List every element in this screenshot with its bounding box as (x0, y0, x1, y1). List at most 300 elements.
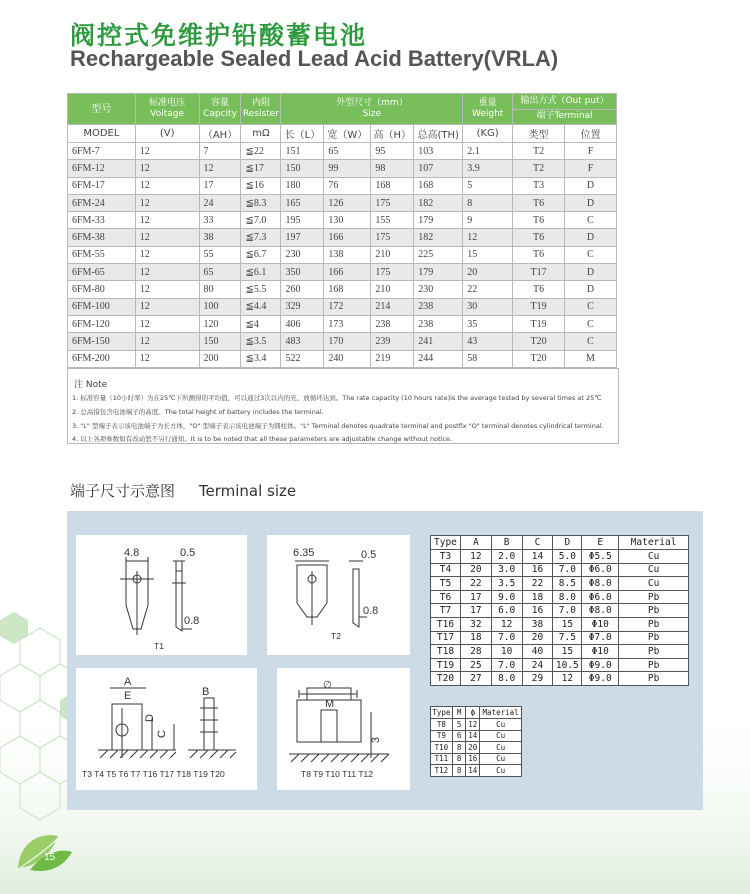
spec-cell: 244 (414, 350, 463, 367)
spec-row (68, 194, 617, 211)
terminal-cell: Pb (619, 604, 689, 618)
terminal-cell: 10 (491, 645, 522, 659)
terminal-header-cell: Material (619, 536, 689, 550)
spec-cell: 12 (463, 229, 513, 246)
notes-title: 注 Note (74, 380, 108, 390)
spec-cell: 65 (324, 143, 371, 160)
spec-cell: 230 (281, 246, 324, 263)
spec-cell: 240 (324, 350, 371, 367)
spec-cell: 180 (281, 177, 324, 194)
page-number: 15 (44, 852, 56, 863)
spec-cell: 6FM-33 (68, 212, 136, 229)
terminal-cell: Pb (619, 658, 689, 672)
spec-cell: 225 (414, 246, 463, 263)
spec-cell: T2 (513, 143, 565, 160)
terminal-cell: 2.0 (491, 550, 522, 564)
spec-cell: 238 (414, 298, 463, 315)
page-title-english: Rechargeable Sealed Lead Acid Battery(VRLA) (70, 46, 559, 71)
header-size-en: Size (362, 109, 382, 119)
terminal-cell: Φ7.0 (582, 631, 619, 645)
t2-dim-a: 6.35 (293, 547, 315, 559)
t2-dim-b: 0.5 (361, 549, 377, 561)
terminal-cell: 20 (460, 563, 491, 577)
terminal-cell: 3.5 (491, 577, 522, 591)
spec-cell: D (564, 229, 616, 246)
note-line: 1. 标准容量（10小时率）为在25℃下所测得的平均值，可以通过3次以内的充、放循环达到。The rate capacity (10 hours rate)is the average tested by several times at 25℃ (72, 394, 602, 402)
header-size-cn: 外型尺寸（mm） (336, 98, 408, 108)
terminal-title-en: Terminal size (198, 482, 297, 500)
spec-cell: 219 (371, 350, 414, 367)
spec-cell: T19 (513, 298, 565, 315)
terminal-cell: 20 (522, 631, 553, 645)
terminal-table-body (431, 550, 689, 686)
spec-cell: 30 (463, 298, 513, 315)
spec-cell: 8 (463, 194, 513, 211)
spec-cell: 483 (281, 333, 324, 350)
spec-cell: 150 (199, 333, 241, 350)
bolt-cell: 5 (452, 719, 466, 731)
spec-cell: 5 (463, 177, 513, 194)
terminal-row (431, 631, 689, 645)
spec-cell: 172 (324, 298, 371, 315)
spec-cell: 12 (135, 264, 199, 281)
spec-cell: 6FM-38 (68, 229, 136, 246)
unit-cell: 类型 (513, 125, 565, 143)
spec-cell: C (564, 212, 616, 229)
spec-cell: 182 (414, 229, 463, 246)
t3-dim-e: E (124, 690, 132, 702)
spec-cell: ≦3.5 (241, 333, 281, 350)
spec-cell: ≦4.4 (241, 298, 281, 315)
terminal-cell: 16 (522, 563, 553, 577)
terminal-cell: T19 (431, 658, 461, 672)
terminal-cell: 40 (522, 645, 553, 659)
spec-cell: 406 (281, 315, 324, 332)
spec-cell: 329 (281, 298, 324, 315)
spec-cell: 6FM-65 (68, 264, 136, 281)
spec-cell: D (564, 177, 616, 194)
terminal-cell: 25 (460, 658, 491, 672)
spec-cell: 99 (324, 160, 371, 177)
spec-cell: D (564, 194, 616, 211)
header-terminal: 端子Terminal (513, 109, 617, 125)
terminal-cell: Φ6.0 (582, 563, 619, 577)
terminal-header-cell: C (522, 536, 553, 550)
spec-cell: 95 (371, 143, 414, 160)
spec-cell: T19 (513, 315, 565, 332)
header-output: 输出方式（Out put） (513, 94, 617, 110)
note-line: 2. 总高指包含电池端子的高度。The total height of battery includes the terminal. (72, 408, 324, 416)
terminal-cell: T7 (431, 604, 461, 618)
spec-cell: 12 (135, 281, 199, 298)
spec-cell: 2.1 (463, 143, 513, 160)
spec-cell: 12 (135, 350, 199, 367)
spec-row (68, 315, 617, 332)
t8-dim-phi: ∅ (323, 680, 332, 691)
terminal-row (431, 604, 689, 618)
spec-cell: 12 (135, 194, 199, 211)
spec-cell: T2 (513, 160, 565, 177)
t1-dim-c: 0.8 (184, 615, 200, 627)
unit-cell: mΩ (241, 125, 281, 143)
terminal-cell: 32 (460, 617, 491, 631)
bolt-cell: Cu (480, 765, 522, 777)
spec-cell: ≦6.7 (241, 246, 281, 263)
spec-cell: 12 (135, 333, 199, 350)
spec-cell: 179 (414, 264, 463, 281)
spec-cell: 6FM-80 (68, 281, 136, 298)
terminal-cell: 16 (522, 604, 553, 618)
spec-cell: 175 (371, 264, 414, 281)
bolt-table-body (431, 719, 522, 777)
diagram-t8-group (277, 668, 410, 790)
terminal-cell: 29 (522, 672, 553, 686)
terminal-cell: 12 (460, 550, 491, 564)
t8-group-caption: T8 T9 T10 T11 T12 (301, 769, 373, 779)
spec-cell: 33 (199, 212, 241, 229)
note-line: 4. 以上各项参数如有改动恕不另行通知。It is to be noted that all these parameters are adjustable change without notice. (72, 435, 453, 443)
terminal-row (431, 672, 689, 686)
terminal-row (431, 645, 689, 659)
spec-cell: 3.9 (463, 160, 513, 177)
spec-cell: T6 (513, 246, 565, 263)
unit-cell: 位置 (564, 125, 616, 143)
terminal-row (431, 617, 689, 631)
spec-cell: 166 (324, 229, 371, 246)
spec-cell: 210 (371, 246, 414, 263)
spec-cell: D (564, 281, 616, 298)
bolt-cell: Cu (480, 730, 522, 742)
spec-cell: 195 (281, 212, 324, 229)
spec-cell: 12 (135, 298, 199, 315)
terminal-header-cell: Type (431, 536, 461, 550)
terminal-row (431, 658, 689, 672)
unit-cell: 长（L） (281, 125, 324, 143)
header-capacity (199, 94, 241, 125)
bolt-cell: T9 (431, 730, 453, 742)
bolt-table-header (431, 707, 522, 719)
spec-cell: 24 (199, 194, 241, 211)
t3-dim-d: D (143, 714, 156, 722)
bolt-cell: 16 (466, 753, 480, 765)
bolt-cell: 14 (466, 765, 480, 777)
bolt-cell: T10 (431, 742, 453, 754)
spec-cell: 173 (324, 315, 371, 332)
header-capacity-en: Capcity (203, 109, 237, 119)
terminal-header-cell: B (491, 536, 522, 550)
spec-cell: 6FM-17 (68, 177, 136, 194)
spec-cell: 241 (414, 333, 463, 350)
spec-cell: M (564, 350, 616, 367)
spec-cell: 35 (463, 315, 513, 332)
terminal-cell: Pb (619, 617, 689, 631)
terminal-row (431, 563, 689, 577)
spec-cell: 76 (324, 177, 371, 194)
terminal-section-title (70, 480, 296, 501)
terminal-cell: Cu (619, 563, 689, 577)
spec-cell: 230 (414, 281, 463, 298)
spec-row (68, 229, 617, 246)
terminal-cell: Cu (619, 550, 689, 564)
terminal-cell: 28 (460, 645, 491, 659)
spec-cell: 12 (135, 315, 199, 332)
spec-cell: 38 (199, 229, 241, 246)
bolt-cell: 8 (452, 753, 466, 765)
header-model: 型号 (68, 94, 136, 125)
spec-cell: ≦22 (241, 143, 281, 160)
terminal-cell: 22 (460, 577, 491, 591)
header-weight-cn: 重量 (478, 98, 497, 108)
spec-row (68, 177, 617, 194)
spec-row (68, 143, 617, 160)
spec-cell: C (564, 298, 616, 315)
unit-cell: MODEL (68, 125, 136, 143)
spec-cell: 165 (281, 194, 324, 211)
spec-row (68, 212, 617, 229)
unit-cell: 总高(TH) (414, 125, 463, 143)
terminal-header-cell: E (582, 536, 619, 550)
spec-cell: 130 (324, 212, 371, 229)
spec-header-row (68, 94, 617, 110)
terminal-header-cell: D (553, 536, 582, 550)
terminal-cell: 27 (460, 672, 491, 686)
spec-cell: 55 (199, 246, 241, 263)
spec-cell: 80 (199, 281, 241, 298)
header-voltage-cn: 标准电压 (149, 98, 186, 108)
spec-cell: 166 (324, 264, 371, 281)
header-resister-en: Resister (242, 109, 279, 119)
diagram-t2 (267, 535, 410, 655)
terminal-row (431, 577, 689, 591)
spec-cell: 214 (371, 298, 414, 315)
spec-cell: 175 (371, 194, 414, 211)
spec-cell: ≦6.1 (241, 264, 281, 281)
unit-cell: (KG) (463, 125, 513, 143)
spec-cell: T6 (513, 229, 565, 246)
spec-cell: 522 (281, 350, 324, 367)
terminal-cell: 7.0 (553, 563, 582, 577)
spec-cell: C (564, 246, 616, 263)
terminal-cell: Pb (619, 590, 689, 604)
terminal-header-cell: A (460, 536, 491, 550)
bolt-row (431, 730, 522, 742)
terminal-title-cn: 端子尺寸示意图 (70, 482, 176, 500)
spec-cell: 12 (135, 229, 199, 246)
spec-cell: 151 (281, 143, 324, 160)
spec-cell: T17 (513, 264, 565, 281)
terminal-cell: Φ10 (582, 617, 619, 631)
spec-row (68, 246, 617, 263)
spec-cell: T20 (513, 350, 565, 367)
spec-cell: 58 (463, 350, 513, 367)
terminal-cell: 18 (460, 631, 491, 645)
spec-cell: C (564, 315, 616, 332)
terminal-cell: 7.5 (553, 631, 582, 645)
terminal-cell: 24 (522, 658, 553, 672)
spec-table-body (68, 143, 617, 368)
spec-cell: 150 (281, 160, 324, 177)
terminal-cell: Φ5.5 (582, 550, 619, 564)
spec-cell: 168 (324, 281, 371, 298)
spec-cell: 98 (371, 160, 414, 177)
terminal-row (431, 590, 689, 604)
spec-cell: 107 (414, 160, 463, 177)
spec-cell: 12 (135, 177, 199, 194)
t3-dim-c: C (155, 730, 168, 738)
spec-cell: ≦7.0 (241, 212, 281, 229)
spec-cell: ≦16 (241, 177, 281, 194)
bolt-cell: 20 (466, 742, 480, 754)
bolt-cell: Cu (480, 742, 522, 754)
terminal-cell: 18 (522, 590, 553, 604)
terminal-cell: 7.0 (491, 658, 522, 672)
spec-cell: 182 (414, 194, 463, 211)
spec-cell: 210 (371, 281, 414, 298)
spec-cell: 6FM-200 (68, 350, 136, 367)
spec-cell: T6 (513, 212, 565, 229)
spec-cell: 12 (135, 246, 199, 263)
terminal-cell: Φ9.0 (582, 658, 619, 672)
spec-cell: ≦17 (241, 160, 281, 177)
spec-cell: 6FM-150 (68, 333, 136, 350)
spec-cell: 12 (135, 212, 199, 229)
unit-cell: (V) (135, 125, 199, 143)
terminal-cell: Pb (619, 672, 689, 686)
page-title-chinese: 阀控式免维护铅酸蓄电池 (70, 21, 368, 50)
bolt-cell: 8 (452, 742, 466, 754)
bolt-cell: Cu (480, 753, 522, 765)
note-line: 3. "L" 型端子表示该电池端子为长方体，"O" 型端子表示该电池端子为圆柱体。"L" Terminal denotes quadrate terminal and postfix "O" terminal denotes cylindrical terminal. (72, 422, 604, 430)
bolt-header-cell: ϕ (466, 707, 480, 719)
terminal-cell: 5.0 (553, 550, 582, 564)
header-resister-cn: 内阻 (251, 98, 270, 108)
t2-caption: T2 (331, 631, 341, 641)
t8-dim-3: 3 (370, 736, 383, 744)
terminal-cell: 14 (522, 550, 553, 564)
bolt-cell: T11 (431, 753, 453, 765)
terminal-cell: Φ8.0 (582, 604, 619, 618)
spec-row (68, 333, 617, 350)
bolt-cell: T12 (431, 765, 453, 777)
bolt-cell: Cu (480, 719, 522, 731)
terminal-row (431, 550, 689, 564)
terminal-cell: Φ6.0 (582, 590, 619, 604)
spec-cell: 238 (414, 315, 463, 332)
bolt-cell: T8 (431, 719, 453, 731)
spec-cell: 65 (199, 264, 241, 281)
spec-cell: 168 (371, 177, 414, 194)
spec-cell: 15 (463, 246, 513, 263)
spec-cell: ≦5.5 (241, 281, 281, 298)
bolt-header-cell: M (452, 707, 466, 719)
bolt-cell: 6 (452, 730, 466, 742)
spec-cell: 12 (135, 143, 199, 160)
terminal-cell: 38 (522, 617, 553, 631)
t1-drawing (76, 535, 247, 655)
t2-dim-c: 0.8 (363, 605, 379, 617)
spec-cell: 6FM-120 (68, 315, 136, 332)
spec-cell: ≦3.4 (241, 350, 281, 367)
t3-group-caption: T3 T4 T5 T6 T7 T16 T17 T18 T19 T20 (82, 769, 225, 779)
notes-box (67, 368, 619, 444)
t8-dim-m: M (325, 698, 335, 710)
spec-cell: 120 (199, 315, 241, 332)
spec-cell: 103 (414, 143, 463, 160)
spec-row (68, 264, 617, 281)
terminal-cell: Cu (619, 577, 689, 591)
spec-cell: 138 (324, 246, 371, 263)
spec-cell: ≦7.3 (241, 229, 281, 246)
unit-cell: 宽（W） (324, 125, 371, 143)
header-voltage (135, 94, 199, 125)
terminal-cell: 8.5 (553, 577, 582, 591)
spec-cell: T20 (513, 333, 565, 350)
spec-cell: 200 (199, 350, 241, 367)
spec-cell: F (564, 143, 616, 160)
terminal-cell: 22 (522, 577, 553, 591)
terminal-cell: T16 (431, 617, 461, 631)
terminal-cell: 17 (460, 604, 491, 618)
terminal-cell: T6 (431, 590, 461, 604)
terminal-cell: 15 (553, 617, 582, 631)
spec-cell: 6FM-7 (68, 143, 136, 160)
header-voltage-en: Voltage (150, 109, 185, 119)
header-capacity-cn: 容量 (211, 98, 230, 108)
bolt-row (431, 742, 522, 754)
terminal-cell: Pb (619, 645, 689, 659)
spec-cell: 239 (371, 333, 414, 350)
t1-dim-a: 4.8 (124, 547, 140, 559)
terminal-cell: 3.0 (491, 563, 522, 577)
t3-dim-b: B (202, 686, 210, 698)
terminal-table-header (431, 536, 689, 550)
spec-cell: 7 (199, 143, 241, 160)
terminal-bolt-table (430, 706, 522, 777)
terminal-cell: T18 (431, 645, 461, 659)
t1-dim-b: 0.5 (180, 547, 196, 559)
spec-cell: 170 (324, 333, 371, 350)
header-size (281, 94, 463, 125)
bolt-header-cell: Type (432, 708, 451, 717)
spec-cell: 17 (199, 177, 241, 194)
spec-cell: F (564, 160, 616, 177)
terminal-cell: 12 (491, 617, 522, 631)
spec-cell: 6FM-24 (68, 194, 136, 211)
header-weight-en: Weight (471, 109, 504, 119)
spec-row (68, 160, 617, 177)
unit-cell: （AH） (199, 125, 241, 143)
terminal-size-table (430, 535, 689, 686)
terminal-cell: 8.0 (491, 672, 522, 686)
terminal-cell: T20 (431, 672, 461, 686)
terminal-cell: T4 (431, 563, 461, 577)
spec-cell: 6FM-55 (68, 246, 136, 263)
terminal-cell: 15 (553, 645, 582, 659)
terminal-cell: T17 (431, 631, 461, 645)
spec-cell: 168 (414, 177, 463, 194)
spec-cell: 43 (463, 333, 513, 350)
bolt-row (431, 765, 522, 777)
spec-cell: 238 (371, 315, 414, 332)
terminal-cell: Φ8.0 (582, 577, 619, 591)
terminal-cell: 12 (553, 672, 582, 686)
t3-dim-a: A (124, 676, 132, 688)
spec-cell: 12 (199, 160, 241, 177)
spec-cell: T3 (513, 177, 565, 194)
spec-cell: 22 (463, 281, 513, 298)
terminal-cell: 8.0 (553, 590, 582, 604)
unit-cell: 高（H） (371, 125, 414, 143)
